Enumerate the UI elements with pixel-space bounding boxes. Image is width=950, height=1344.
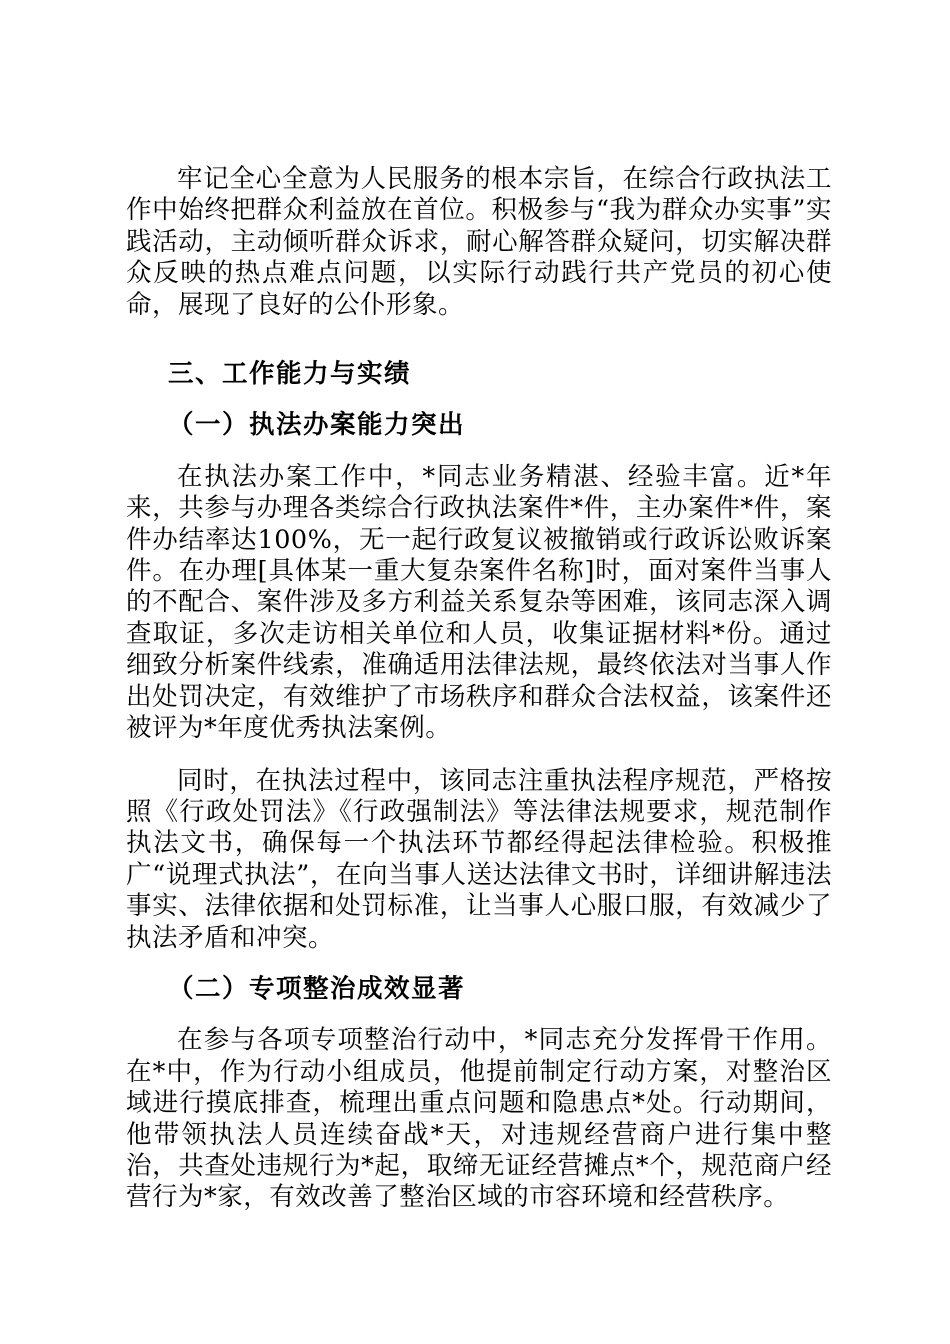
subheading-special-rectification: （二）专项整治成效显著 [168,973,466,1004]
subheading-law-enforcement: （一）执法办案能力突出 [168,410,466,441]
paragraph-case-handling: 在执法办案工作中，*同志业务精湛、经验丰富。近*年来，共参与办理各类综合行政执法案件*件，主办案件*件，案件办结率达100%，无一起行政复议被撤销或行政诉讼败诉案件。在办理[具体某一重大复杂案件名称]时，面对案件当事人的不配合、案件涉及多方利益关系复杂等困难，该同志深入调查取证，多次走访相关单位和人员，收集证据材料*份。通过细致分析案件线索，准确适用法律法规，最终依法对当事人作出处罚决定，有效维护了市场秩序和群众合法权益，该案件还被评为*年度优秀执法案例。 [126,461,832,744]
section-heading-work-ability: 三、工作能力与实绩 [168,359,412,390]
paragraph-procedure-standards: 同时，在执法过程中，该同志注重执法程序规范，严格按照《行政处罚法》《行政强制法》等法律法规要求，规范制作执法文书，确保每一个执法环节都经得起法律检验。积极推广“说理式执法”，在向当事人送达法律文书时，详细讲解违法事实、法律依据和处罚标准，让当事人心服口服，有效减少了执法矛盾和冲突。 [126,765,832,953]
paragraph-rectification-actions: 在参与各项专项整治行动中，*同志充分发挥骨干作用。在*中，作为行动小组成员，他提前制定行动方案，对整治区域进行摸底排查，梳理出重点问题和隐患点*处。行动期间，他带领执法人员连续奋战*天，对违规经营商户进行集中整治，共查处违规行为*起，取缔无证经营摊点*个，规范商户经营行为*家，有效改善了整治区域的市容环境和经营秩序。 [126,1025,832,1213]
document-page [126,164,832,1214]
paragraph-service-purpose: 牢记全心全意为人民服务的根本宗旨，在综合行政执法工作中始终把群众利益放在首位。积极参与“我为群众办实事”实践活动，主动倾听群众诉求，耐心解答群众疑问，切实解决群众反映的热点难点问题，以实际行动践行共产党员的初心使命，展现了良好的公仆形象。 [126,164,832,320]
